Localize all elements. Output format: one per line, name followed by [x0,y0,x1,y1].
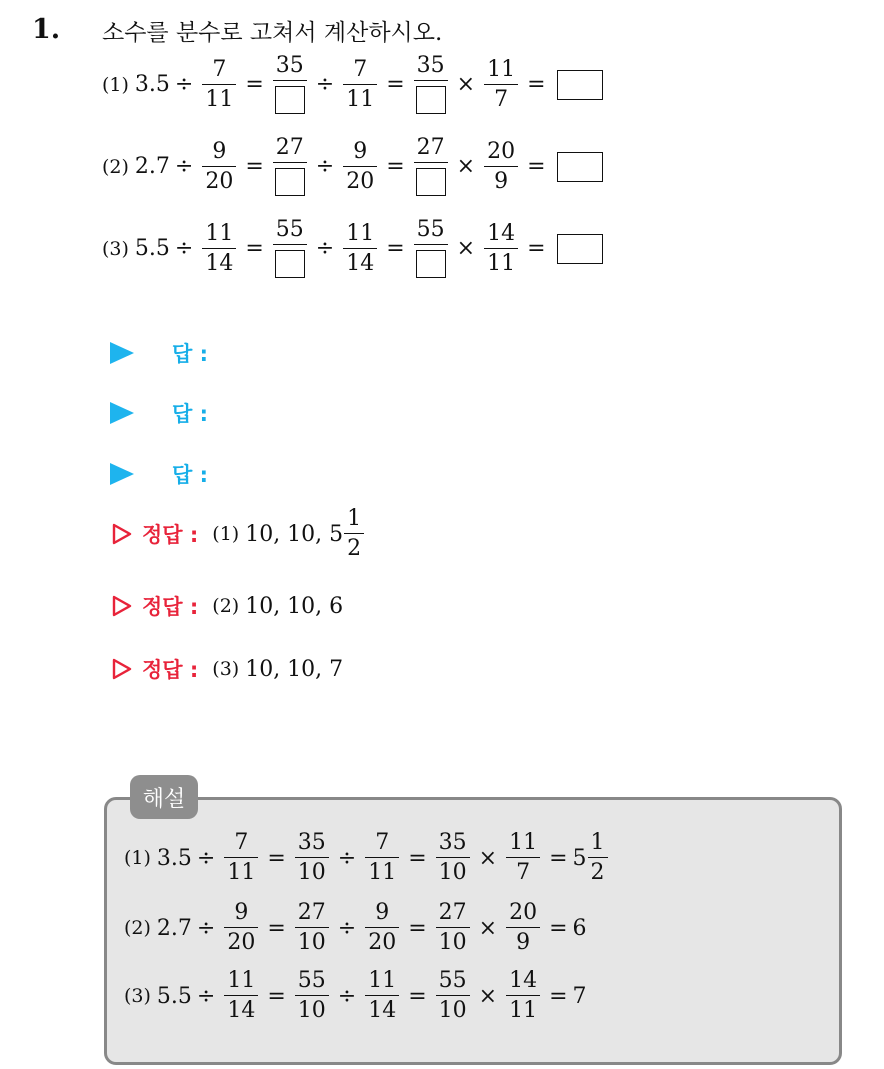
dividend: 5.5 [134,236,170,261]
explanation-line-1: (1) 3.5 ÷ $\frac{7}{11}$ = $\frac{35}{10}$ ÷ $\frac{7}{11}$ = $\frac{35}{10}$ × $\frac{11}{7}$ = 5 $\frac{1}{2}$ [124,832,612,884]
problem-label: (1) [102,73,129,96]
outline-triangle-icon [112,595,132,617]
fraction-blank: 35 [414,55,448,114]
fraction: $\frac{11}{14}$ [202,223,236,275]
answer-label: 답 : [172,342,208,366]
answer-box[interactable] [557,70,603,100]
dividend: 2.7 [134,154,170,179]
solution-label: 정답 : [142,523,199,547]
fraction: $\frac{9}{20}$ [202,141,236,193]
fraction: $\frac{11}{14}$ [343,223,377,275]
answer-row-3[interactable] [110,459,208,489]
answer-row-2[interactable] [110,398,208,428]
explanation-line-3: (3) 5.5 ÷ $\frac{11}{14}$ = $\frac{55}{10}$ ÷ $\frac{11}{14}$ = $\frac{55}{10}$ × $\frac{14}{11}$ = 7 [124,968,587,1023]
fraction: $\frac{9}{20}$ [343,141,377,193]
play-triangle-icon [110,463,134,485]
fraction-blank: 27 [414,137,448,196]
answer-box[interactable] [557,152,603,182]
solution-value: (3) 10, 10, 7 [212,656,344,682]
problem-1: (1) 3.5 ÷ $\frac{7}{11}$ = 35 ÷ $\frac{7}{11}$ = 35 × $\frac{11}{7}$ = [102,55,603,114]
solution-row-2 [112,591,343,621]
problem-3: (3) 5.5 ÷ $\frac{11}{14}$ = 55 ÷ $\frac{11}{14}$ = 55 × $\frac{14}{11}$ = [102,219,603,278]
solution-row-3 [112,654,343,684]
outline-triangle-icon [112,523,132,545]
outline-triangle-icon [112,658,132,680]
dividend: 3.5 [134,72,170,97]
solution-value: (1) 10, 10, 5 $\frac{1}{2}$ [212,508,368,560]
play-triangle-icon [110,402,134,424]
fraction-blank: 55 [414,219,448,278]
answer-label: 답 : [172,402,208,426]
solution-value: (2) 10, 10, 6 [212,593,344,619]
fraction: $\frac{14}{11}$ [484,223,518,275]
explanation-line-2: (2) 2.7 ÷ $\frac{9}{20}$ = $\frac{27}{10}$ ÷ $\frac{9}{20}$ = $\frac{27}{10}$ × $\frac{20}{9}$ = 6 [124,900,587,955]
question-text: 소수를 분수로 고쳐서 계산하시오. [102,20,443,46]
answer-box[interactable] [557,234,603,264]
blank-box[interactable] [416,250,446,278]
blank-box[interactable] [275,168,305,196]
solution-label: 정답 : [142,595,199,619]
answer-row-1[interactable] [110,338,208,368]
blank-box[interactable] [416,168,446,196]
explanation-tag: 해설 [130,775,198,819]
play-triangle-icon [110,342,134,364]
fraction: $\frac{11}{7}$ [484,59,518,111]
fraction-blank: 55 [273,219,307,278]
fraction-blank: 27 [273,137,307,196]
divide-sign: ÷ [174,72,194,97]
fraction-blank: 35 [273,55,307,114]
fraction: $\frac{20}{9}$ [484,141,518,193]
blank-box[interactable] [416,86,446,114]
fraction: $\frac{7}{11}$ [343,59,377,111]
blank-box[interactable] [275,250,305,278]
solution-label: 정답 : [142,658,199,682]
problem-label: (3) [102,237,129,260]
problem-2: (2) 2.7 ÷ $\frac{9}{20}$ = 27 ÷ $\frac{9}{20}$ = 27 × $\frac{20}{9}$ = [102,137,603,196]
problem-label: (2) [102,155,129,178]
answer-label: 답 : [172,463,208,487]
fraction: $\frac{7}{11}$ [202,59,236,111]
solution-row-1 [112,508,368,560]
question-number: 1. [32,14,61,45]
blank-box[interactable] [275,86,305,114]
